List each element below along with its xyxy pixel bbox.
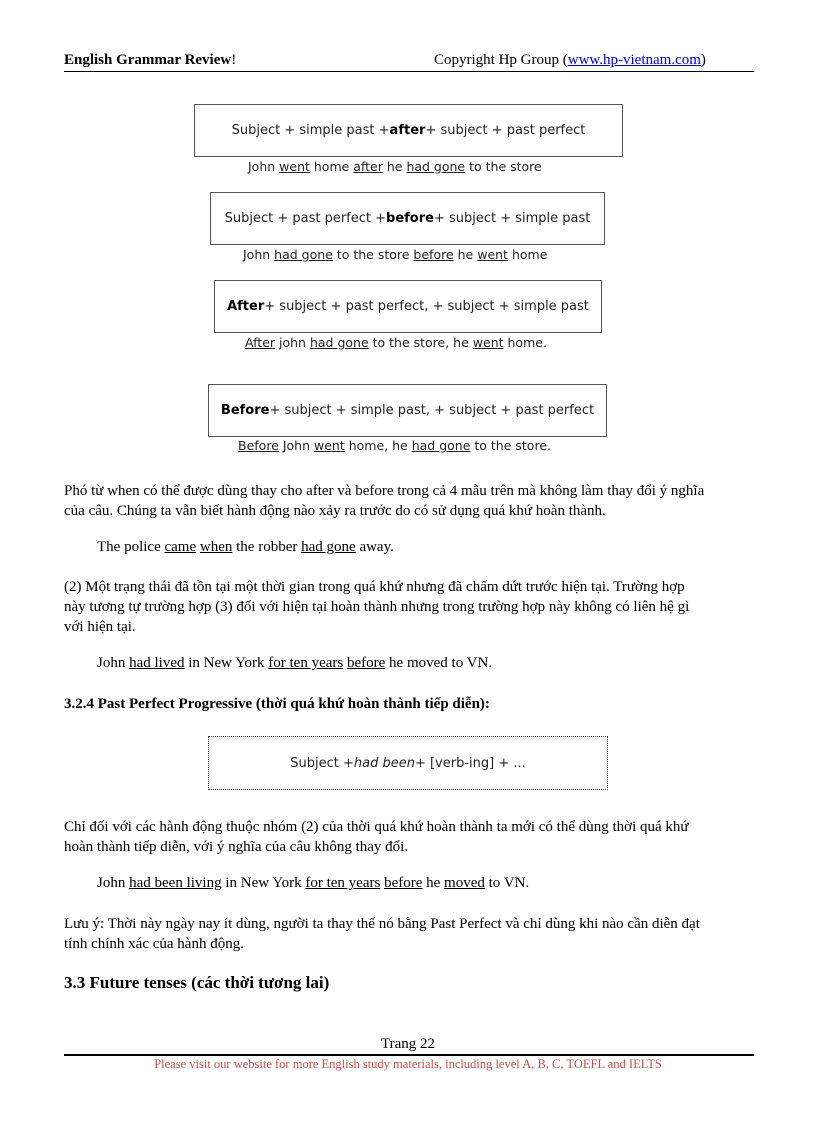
example-john-lived: John had lived in New York for ten years before he moved to VN.: [97, 655, 493, 671]
paragraph-note: Lưu ý: Thời này ngày nay ít dùng, người ta thay thế nó bằng Past Perfect và chỉ dùng khi nào cần diễn đạt tính chính xác của hành động.: [64, 916, 700, 952]
formula-example-before: John had gone to the store before he went home: [243, 247, 548, 262]
footer-note: Please visit our website for more English study materials, including level A, B, C, TOEFL and IELTS: [154, 1057, 662, 1071]
example-john-living: John had been living in New York for ten years before he moved to VN.: [97, 875, 530, 891]
formula-box-after-initial: After + subject + past perfect, + subject + simple past: [214, 280, 602, 333]
formula-box-before-initial: Before + subject + simple past, + subject + past perfect: [208, 384, 607, 437]
page-number: Trang 22: [380, 1036, 436, 1052]
formula-box-before: Subject + past perfect + before + subject + simple past: [210, 192, 605, 245]
header-rule: [64, 71, 754, 72]
formula-example-before-initial: Before John went home, he had gone to the store.: [238, 438, 551, 453]
formula-example-after-initial: After john had gone to the store, he went home.: [245, 335, 547, 350]
formula-box-past-perfect-progressive: Subject + had been + [verb-ing] + ...: [208, 736, 608, 790]
paragraph-when-usage: Phó từ when có thể được dùng thay cho after và before trong cả 4 mẫu trên mà không làm thay đổi ý nghĩa của câu. Chúng ta vẫn biết hành động nào xảy ra trước do có sử dụng quá khứ hoàn thành.: [64, 483, 705, 519]
header-copyright: Copyright Hp Group (www.hp-vietnam.com): [434, 52, 706, 68]
header-title: English Grammar Review!: [64, 52, 237, 68]
website-link[interactable]: www.hp-vietnam.com: [567, 52, 701, 68]
formula-box-after: Subject + simple past + after + subject + past perfect: [194, 104, 623, 157]
example-police: The police came when the robber had gone away.: [97, 539, 394, 555]
formula-example-after: John went home after he had gone to the store: [248, 159, 542, 174]
paragraph-progressive-usage: Chỉ đối với các hành động thuộc nhóm (2) của thời quá khứ hoàn thành ta mới có thể dùng thời quá khứ hoàn thành tiếp diễn, với ý nghĩa của câu không thay đổi.: [64, 819, 689, 855]
section-heading-3-2-4: 3.2.4 Past Perfect Progressive (thời quá khứ hoàn thành tiếp diễn):: [64, 696, 490, 712]
footer-rule: [64, 1054, 754, 1056]
section-heading-3-3: 3.3 Future tenses (các thời tương lai): [64, 973, 330, 992]
paragraph-state-past: (2) Một trạng thái đã tồn tại một thời gian trong quá khứ nhưng đã chấm dứt trước hiện tại. Trường hợp này tương tự trường hợp (3) đối với hiện tại hoàn thành nhưng trong trường hợp này không có liên hệ gì với hiện tại.: [64, 579, 690, 635]
